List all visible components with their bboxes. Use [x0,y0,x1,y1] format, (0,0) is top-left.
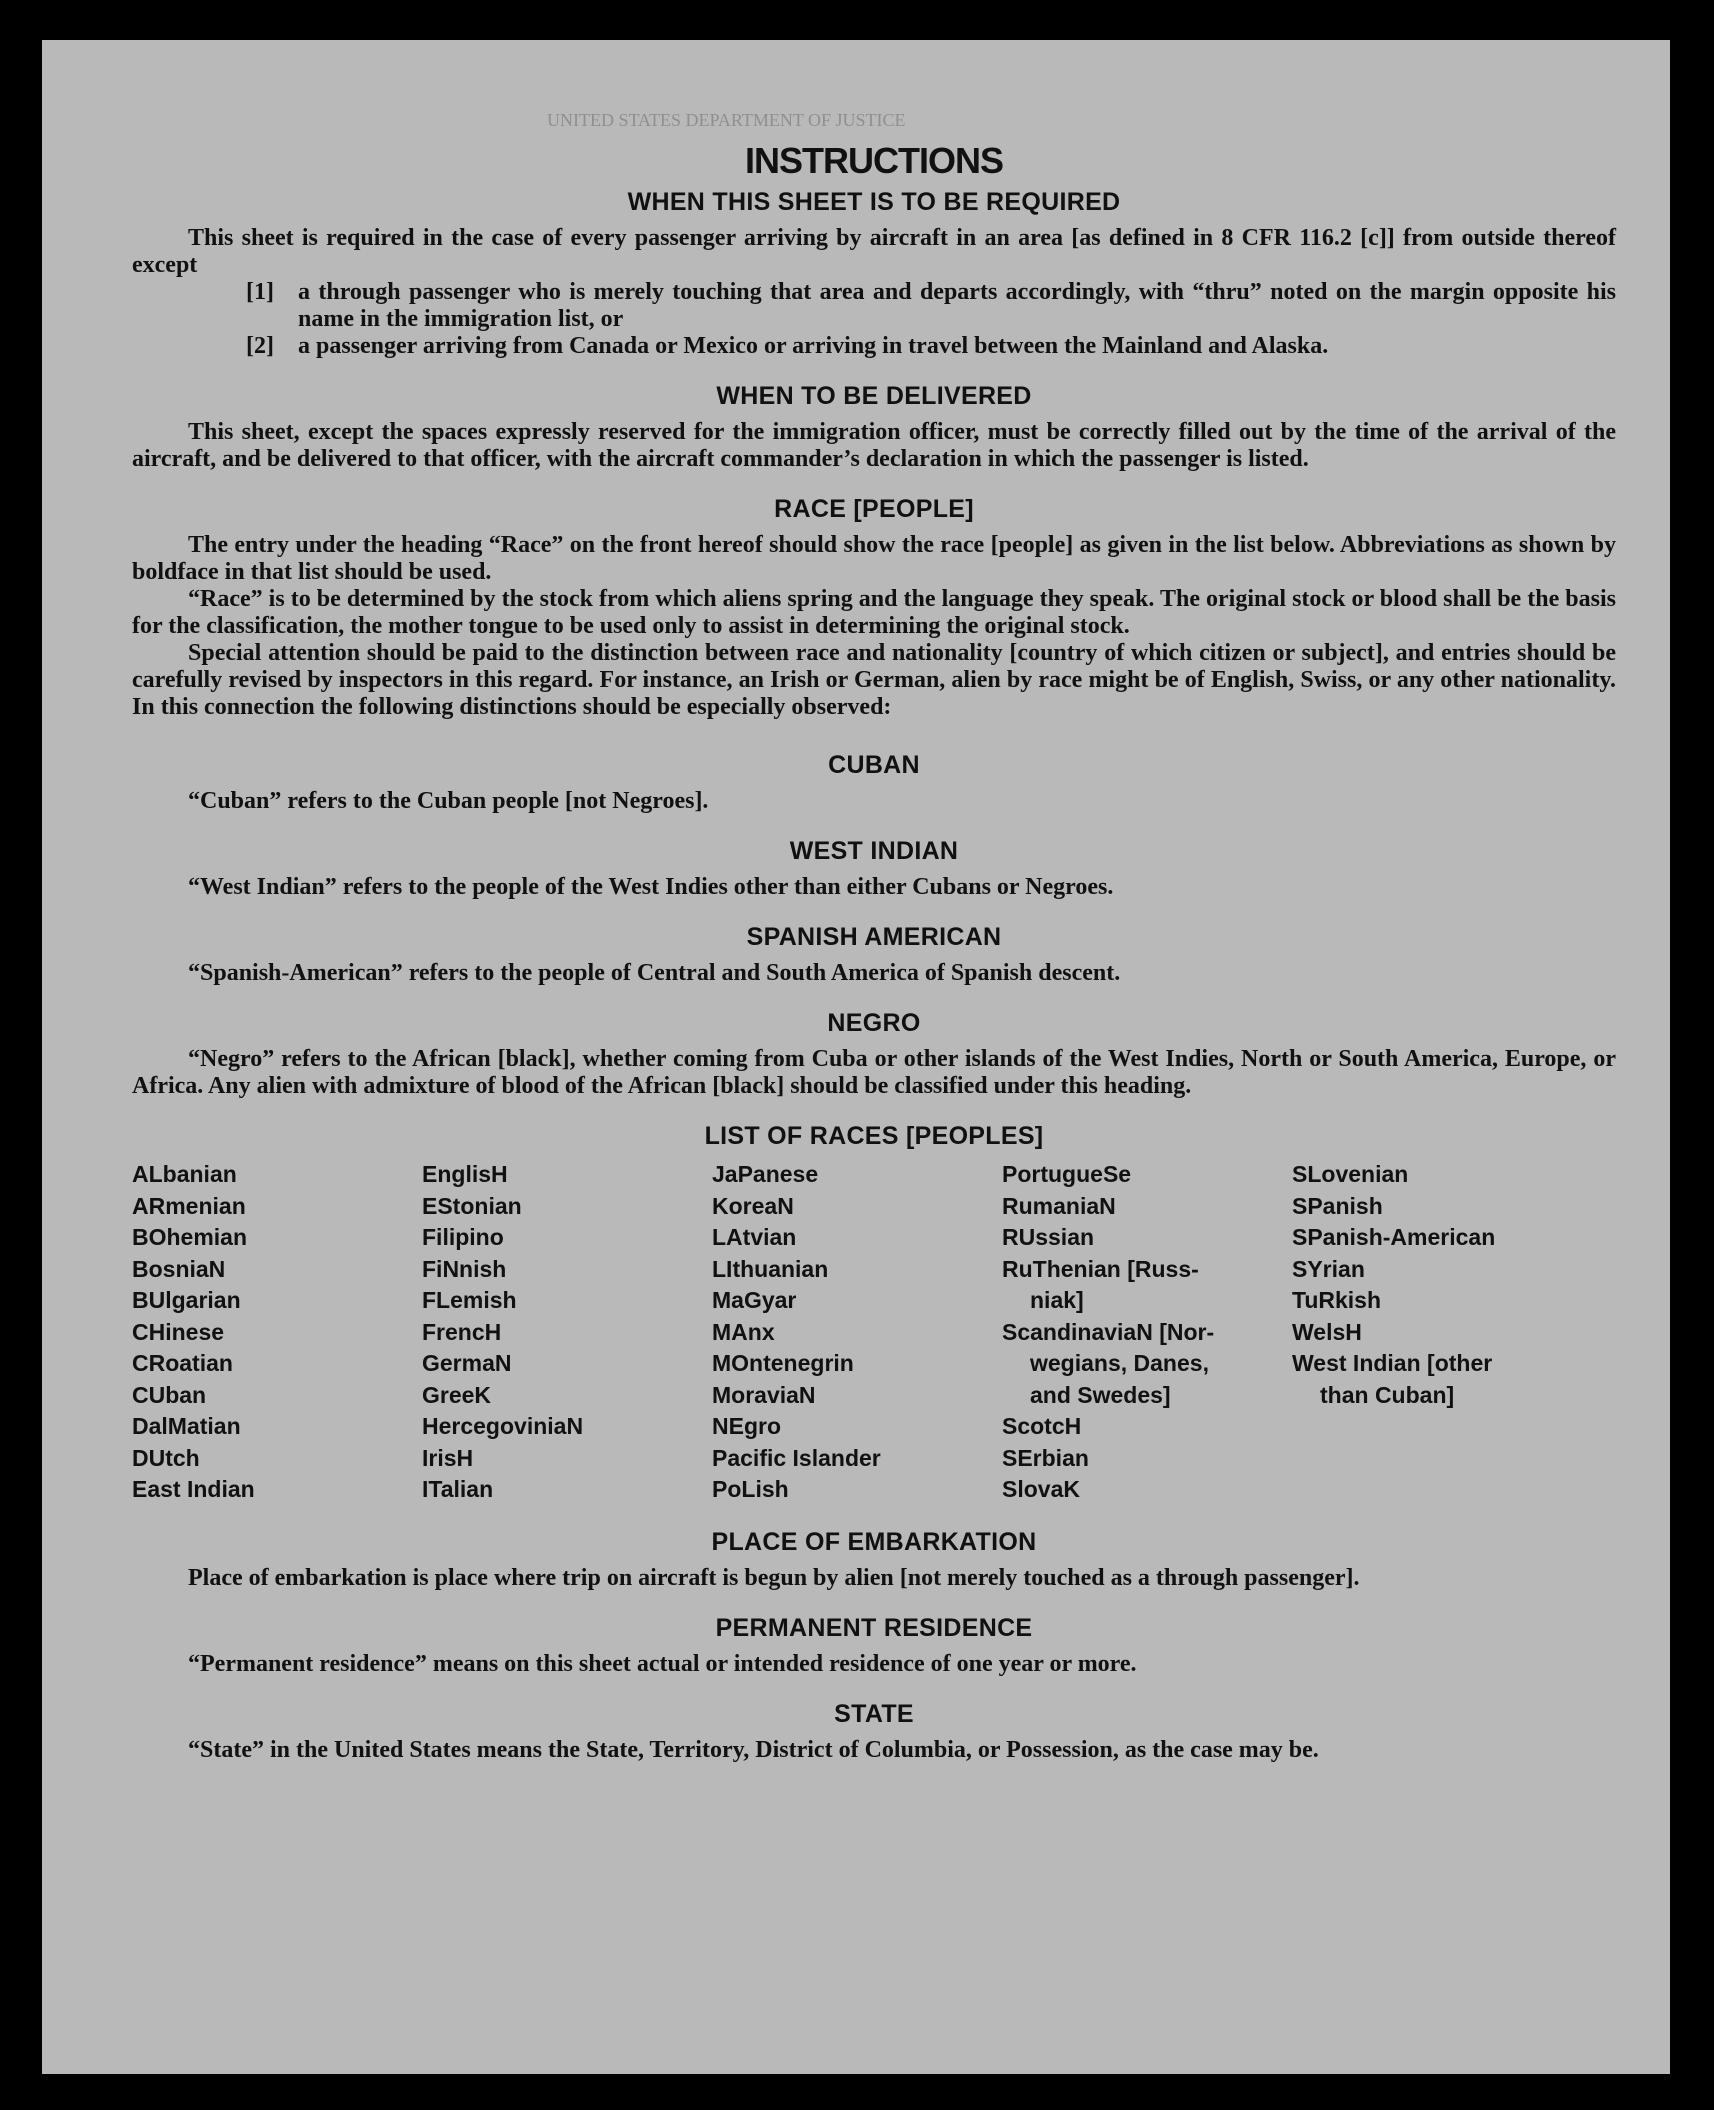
race-entry: RuThenian [Russ- [1002,1255,1199,1282]
race-entry: Filipino [422,1224,504,1250]
race-list-grid [132,1159,1616,1506]
race-entry: DalMatian [132,1413,241,1439]
race-column [1002,1159,1292,1506]
race-entry: CUban [132,1381,207,1408]
residence-text: “Permanent residence” means on this sheet actual or intended residence of one year or more. [188,1650,1137,1677]
race-entry: BOhemian [132,1224,248,1250]
race-entry-continuation: wegians, Danes, [1030,1350,1209,1376]
race-column [712,1159,1002,1506]
race-entry: FiNnish [422,1255,507,1282]
section-heading-cuban: CUBAN [828,751,920,779]
faint-header-text: UNITED STATES DEPARTMENT OF JUSTICE [547,110,906,130]
race-entry: GermaN [422,1350,512,1376]
race-entry: FLemish [422,1287,517,1313]
race-entry: East Indian [132,1476,255,1502]
race-entry: WelsH [1292,1318,1362,1345]
race-entry: FrencH [422,1318,502,1345]
race-entry: LAtvian [712,1224,797,1250]
race-entry: West Indian [other [1292,1350,1493,1376]
west-indian-text: “West Indian” refers to the people of the West Indies other than either Cubans or Negroes. [188,874,1114,900]
page-title: INSTRUCTIONS [745,140,1003,181]
race-entry: BosniaN [132,1255,226,1282]
section-heading-residence: PERMANENT RESIDENCE [715,1613,1033,1642]
section-heading-when-delivered: WHEN TO BE DELIVERED [716,382,1032,410]
embarkation-text: Place of embarkation is place where trip on aircraft is begun by alien [not merely touched as a through passenger]. [188,1564,1360,1591]
race-entry: MAnx [712,1318,775,1345]
race-entry: ITalian [422,1476,494,1502]
exception-number: [1] [246,279,274,305]
race-column [422,1159,712,1506]
race-paragraph: “Race” is to be determined by the stock from which aliens spring and the language they speak. The original stock or blood shall be the basis for the classification, the mother tongue to be used only to assist in determining the original stock. [132,586,1616,639]
race-entry: SYrian [1292,1255,1365,1282]
race-entry: CHinese [132,1318,225,1345]
race-entry: JaPanese [712,1161,819,1187]
race-entry: LIthuanian [712,1255,829,1282]
race-entry: EStonian [422,1192,522,1219]
race-entry: KoreaN [712,1192,794,1219]
cuban-text: “Cuban” refers to the Cuban people [not Negroes]. [188,788,709,814]
race-entry: TuRkish [1292,1287,1382,1313]
race-entry: Pacific Islander [712,1444,881,1471]
race-entry: SPanish-American [1292,1224,1496,1250]
race-column [1292,1159,1592,1506]
race-entry: RumaniaN [1002,1192,1116,1219]
state-text: “State” in the United States means the State, Territory, District of Columbia, or Possession, as the case may be. [188,1736,1319,1763]
exception-item [246,279,1616,333]
section-heading-west-indian: WEST INDIAN [789,837,959,865]
section-heading-race: RACE [PEOPLE] [774,495,974,523]
race-entry: PoLish [712,1476,789,1502]
race-entry: IrisH [422,1444,474,1471]
race-paragraph: The entry under the heading “Race” on the front hereof should show the race [people] as given in the list below. Abbreviations as shown by boldface in that list should be used. [132,532,1616,585]
exception-item [246,333,1616,360]
when-delivered-text: This sheet, except the spaces expressly reserved for the immigration officer, must be correctly filled out by the time of the arrival of the aircraft, and be delivered to that officer, with the aircraft commander’s declaration in which the passenger is listed. [132,419,1616,472]
race-entry: MoraviaN [712,1381,816,1408]
negro-text: “Negro” refers to the African [black], whether coming from Cuba or other islands of the West Indies, North or South America, Europe, or Africa. Any alien with admixture of blood of the African [black] should be classified under this heading. [132,1046,1616,1099]
race-entry: HercegoviniaN [422,1413,584,1439]
race-entry-continuation: niak] [1030,1287,1084,1313]
section-heading-list-of-races: LIST OF RACES [PEOPLES] [704,1122,1044,1150]
race-entry: ScotcH [1002,1413,1082,1439]
section-heading-spanish-american: SPANISH AMERICAN [746,923,1002,951]
race-entry: GreeK [422,1381,492,1408]
when-required-intro: This sheet is required in the case of every passenger arriving by aircraft in an area [as defined in 8 CFR 116.2 [c]] from outside thereof except [132,225,1616,278]
race-column [132,1159,422,1506]
race-entry-continuation: than Cuban] [1320,1381,1455,1408]
race-entry-continuation: and Swedes] [1030,1381,1171,1408]
race-entry: PortugueSe [1002,1161,1132,1187]
race-entry: SPanish [1292,1192,1383,1219]
race-entry: MaGyar [712,1287,797,1313]
race-entry: ARmenian [132,1192,246,1219]
section-heading-state: STATE [834,1699,914,1728]
spanish-american-text: “Spanish-American” refers to the people of Central and South America of Spanish descent. [188,960,1121,986]
race-entry: DUtch [132,1444,200,1471]
race-entry: NEgro [712,1413,781,1439]
race-entry: BUlgarian [132,1287,241,1313]
race-entry: RUssian [1002,1224,1095,1250]
section-heading-embarkation: PLACE OF EMBARKATION [711,1527,1037,1556]
race-entry: SErbian [1002,1444,1089,1471]
exception-text: a through passenger who is merely touching that area and departs accordingly, with “thru” noted on the margin opposite his name in the immigration list, or [298,279,1616,332]
race-entry: CRoatian [132,1350,233,1376]
section-heading-when-required: WHEN THIS SHEET IS TO BE REQUIRED [627,188,1121,216]
exception-text: a passenger arriving from Canada or Mexico or arriving in travel between the Mainland and Alaska. [298,333,1329,359]
race-entry: MOntenegrin [712,1350,854,1376]
race-entry: ALbanian [132,1161,237,1187]
race-entry: SlovaK [1002,1476,1080,1502]
race-entry: ScandinaviaN [Nor- [1002,1318,1215,1345]
document-sheet [42,40,1670,2074]
exception-number: [2] [246,333,274,359]
exception-list [246,279,1616,360]
section-heading-negro: NEGRO [827,1009,921,1037]
instructions-content [132,140,1616,1764]
race-paragraph: Special attention should be paid to the distinction between race and nationality [country of which citizen or subject], and entries should be carefully revised by inspectors in this regard. For instance, an Irish or German, alien by race might be of English, Swiss, or any other nationality. In this connection the following distinctions should be especially observed: [132,640,1616,720]
race-entry: SLovenian [1292,1161,1409,1187]
race-entry: EnglisH [422,1161,508,1187]
